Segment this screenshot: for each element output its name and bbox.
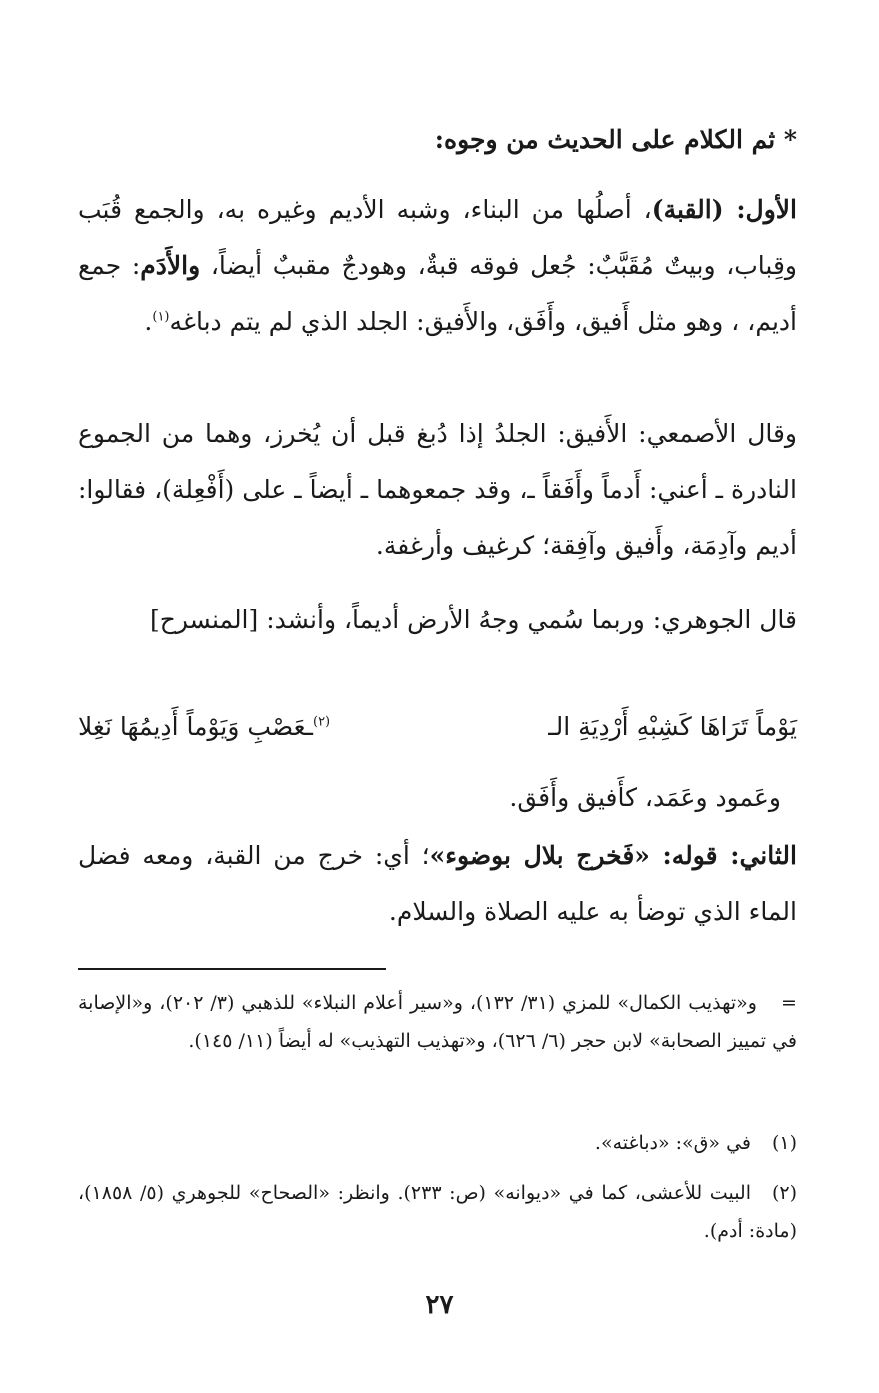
verse-second-hemistich: [78, 712, 330, 741]
footnote-continuation-mark: =: [781, 992, 797, 1014]
defined-term: والأَدَم: [140, 251, 201, 280]
paragraph-continuation: وعَمود وعَمَد، كأَفيق وأَفَق.: [509, 783, 781, 812]
verse-second-text: ـعَصْبِ وَيَوْماً أَدِيمُهَا نَغِلا: [78, 712, 313, 741]
footnote-item: [78, 1174, 797, 1250]
paragraph-second-point: [78, 828, 797, 940]
footnote-text: و«تهذيب الكمال» للمزي (٣١/ ١٣٢)، و«سير أعلام النبلاء» للذهبي (٣/ ٢٠٢)، و«الإصابة في تمييز الصحابة» لابن حجر (٦/ ٦٢٦)، و«تهذيب التهذيب» له أيضاً (١١/ ١٤٥).: [78, 992, 797, 1052]
paragraph-jawhari: قال الجوهري: وربما سُمي وجهُ الأرض أديماً، وأنشد: [المنسرح]: [149, 605, 797, 634]
poetry-verse: [78, 712, 797, 760]
footnote-text: في «ق»: «دباغته».: [594, 1132, 751, 1154]
paragraph-text: ، أصلُها من البناء، وشبه الأديم وغيره به، والجمع قُبَب وقِباب، وبيتٌ مُقَبَّبٌ: جُعل فوقه قبةٌ، وهودجٌ مقببٌ أيضاً،: [78, 195, 797, 280]
paragraph-text: : جمع أديم، ، وهو مثل أَفيق، وأَفَق، والأَفيق: الجلد الذي لم يتم دباغه: [78, 251, 797, 336]
footnote-mark: (٢): [771, 1182, 797, 1204]
verse-first-hemistich: يَوْماً تَرَاهَا كَشِبْهِ أَرْدِيَةِ الـ: [548, 712, 797, 741]
paragraph-end: .: [144, 307, 153, 336]
page-number: ٢٧: [425, 1290, 454, 1320]
section-heading: * ثم الكلام على الحديث من وجوه:: [434, 125, 797, 154]
paragraph-asmai: وقال الأصمعي: الأَفيق: الجلدُ إذا دُبغ قبل أن يُخرز، وهما من الجموع النادرة ـ أعني: أَدماً وأَفَقاً ـ، وقد جمعوهما ـ أيضاً ـ على (أَفْعِلة)، فقالوا: أديم وآدِمَة، وأَفيق وآفِقة؛ كرغيف وأرغفة.: [78, 419, 797, 560]
footnote-mark: (١): [771, 1132, 797, 1154]
footnote-reference: (١): [152, 309, 170, 325]
paragraph-lead: الأول: (القبة): [651, 195, 797, 224]
footnote-reference: (٢): [312, 714, 331, 730]
footnote-text: البيت للأعشى، كما في «ديوانه» (ص: ٢٣٣). وانظر: «الصحاح» للجوهري (٥/ ١٨٥٨)، (مادة: أدم).: [78, 1182, 797, 1242]
paragraph-text: ؛ أي: خرج من القبة، ومعه فضل الماء الذي توضأ به عليه الصلاة والسلام.: [78, 841, 797, 926]
footnote-divider: [78, 968, 386, 970]
footnote-item: [78, 1124, 797, 1162]
paragraph-lead: الثاني: قوله: «فَخرج بلال بوضوء»: [429, 841, 797, 870]
footnote-continuation: [78, 984, 797, 1060]
paragraph-first-point: [78, 182, 797, 350]
